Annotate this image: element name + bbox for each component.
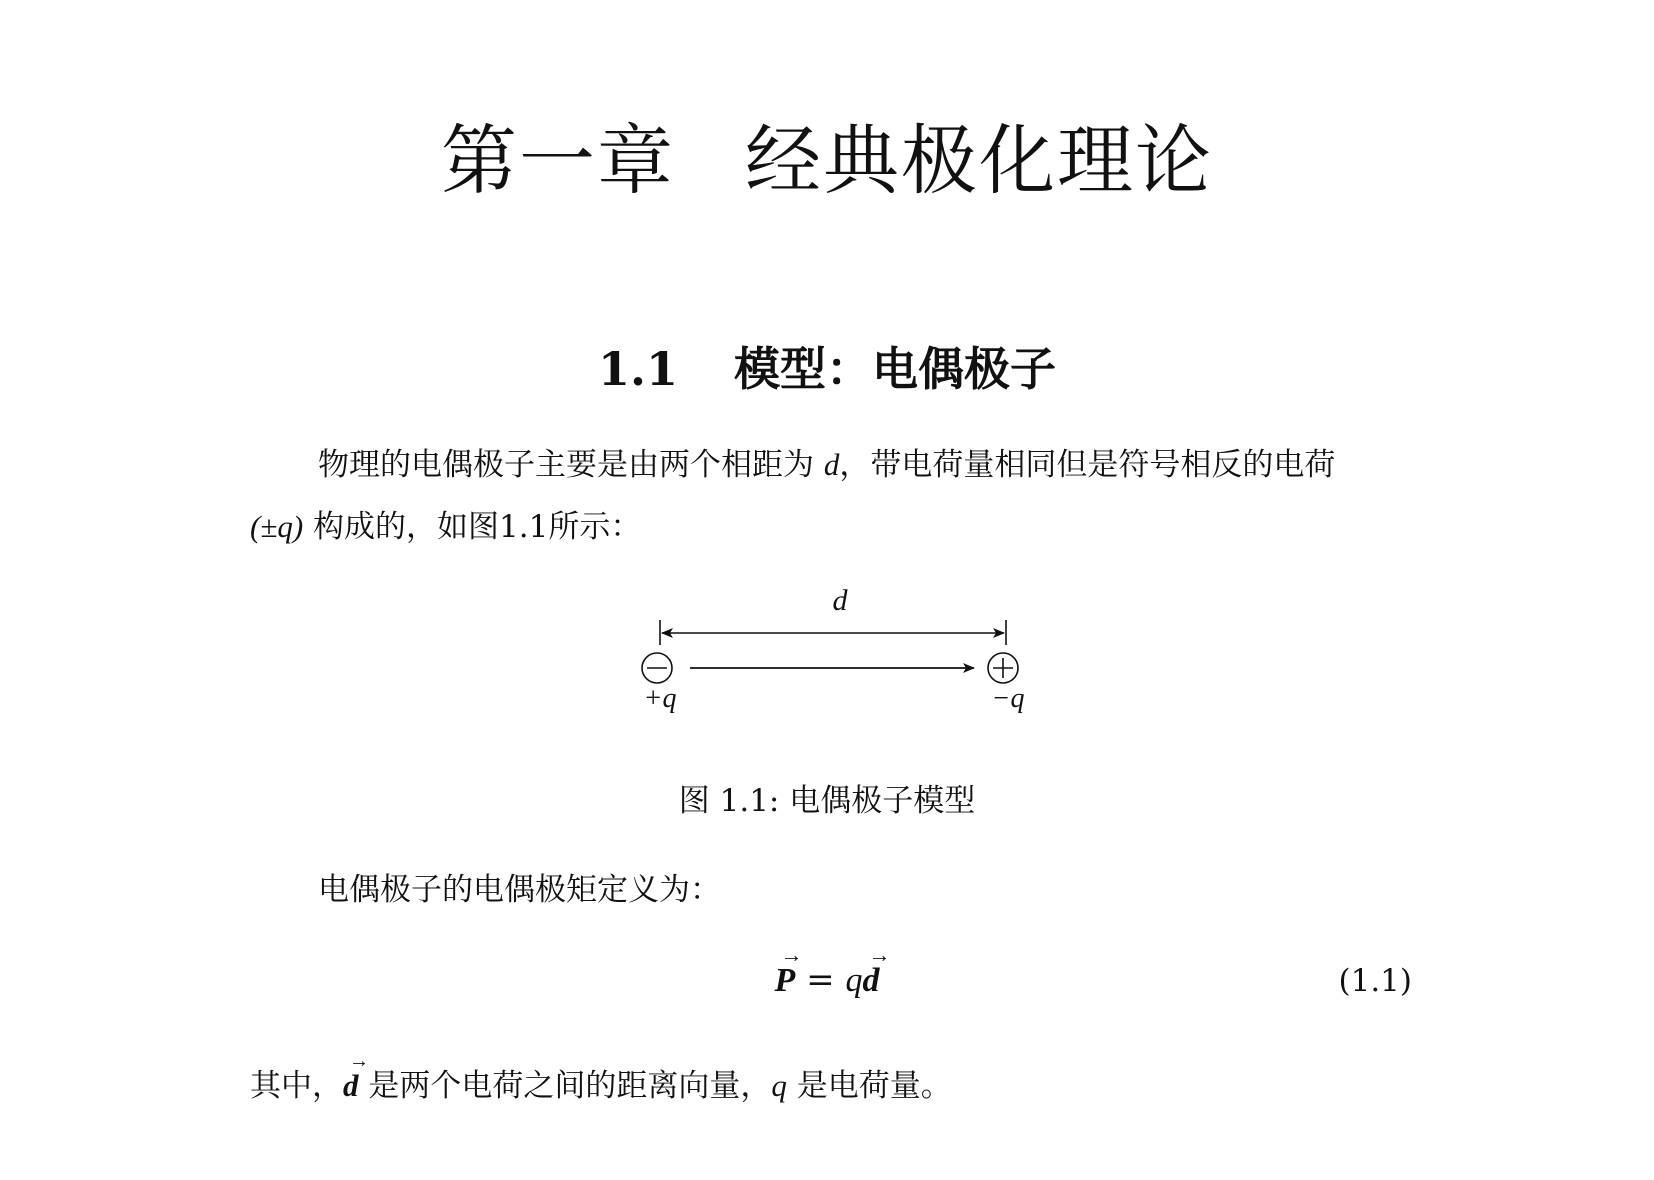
vector-d-letter: d xyxy=(343,1068,359,1103)
paragraph-text: 其中， xyxy=(250,1068,343,1104)
equation-number: (1.1) xyxy=(1338,963,1412,999)
dipole-figure xyxy=(610,575,1050,720)
paragraph-3 xyxy=(250,1050,952,1105)
paragraph-text: 是两个电荷之间的距离向量， xyxy=(358,1068,772,1104)
chapter-name: 经典极化理论 xyxy=(745,116,1213,205)
vector-arrow-icon: → xyxy=(868,942,891,967)
vector-p-letter: P xyxy=(774,962,796,999)
right-charge-label: −q xyxy=(991,683,1025,714)
minus-charge-icon xyxy=(642,653,672,683)
section-name: 模型：电偶极子 xyxy=(734,342,1057,396)
paragraph-text: 是电荷量。 xyxy=(786,1068,952,1104)
section-number: 1.1 xyxy=(597,342,679,396)
paragraph-2: 电偶极子的电偶极矩定义为： xyxy=(318,872,721,908)
distance-label: d xyxy=(832,584,848,617)
vector-d xyxy=(343,1050,369,1103)
paragraph-1-line-2 xyxy=(250,507,641,547)
chapter-label: 第一章 xyxy=(441,116,675,205)
math-variable-d: d xyxy=(823,447,840,482)
vector-d xyxy=(862,942,891,999)
math-charge-pm-q: (±q) xyxy=(250,509,304,544)
vector-arrow-icon: → xyxy=(780,942,803,967)
vector-d-letter: d xyxy=(862,962,880,999)
section-title xyxy=(0,333,1654,399)
paragraph-1-line-1 xyxy=(318,445,1335,485)
left-charge-label: +q xyxy=(643,683,677,714)
paragraph-text: ，带电荷量相同但是符号相反的电荷 xyxy=(839,447,1336,483)
charge-q: q xyxy=(845,962,863,999)
plus-charge-icon xyxy=(988,653,1018,683)
math-variable-q: q xyxy=(771,1068,787,1103)
vector-arrow-icon: → xyxy=(349,1050,369,1072)
figure-caption: 图 1.1: 电偶极子模型 xyxy=(678,783,976,819)
chapter-title xyxy=(0,100,1654,209)
paragraph-text: 物理的电偶极子主要是由两个相距为 xyxy=(318,447,824,483)
vector-p xyxy=(774,942,803,999)
equals-sign: = xyxy=(795,960,846,1000)
paragraph-text: 构成的，如图1.1所示： xyxy=(303,509,642,545)
